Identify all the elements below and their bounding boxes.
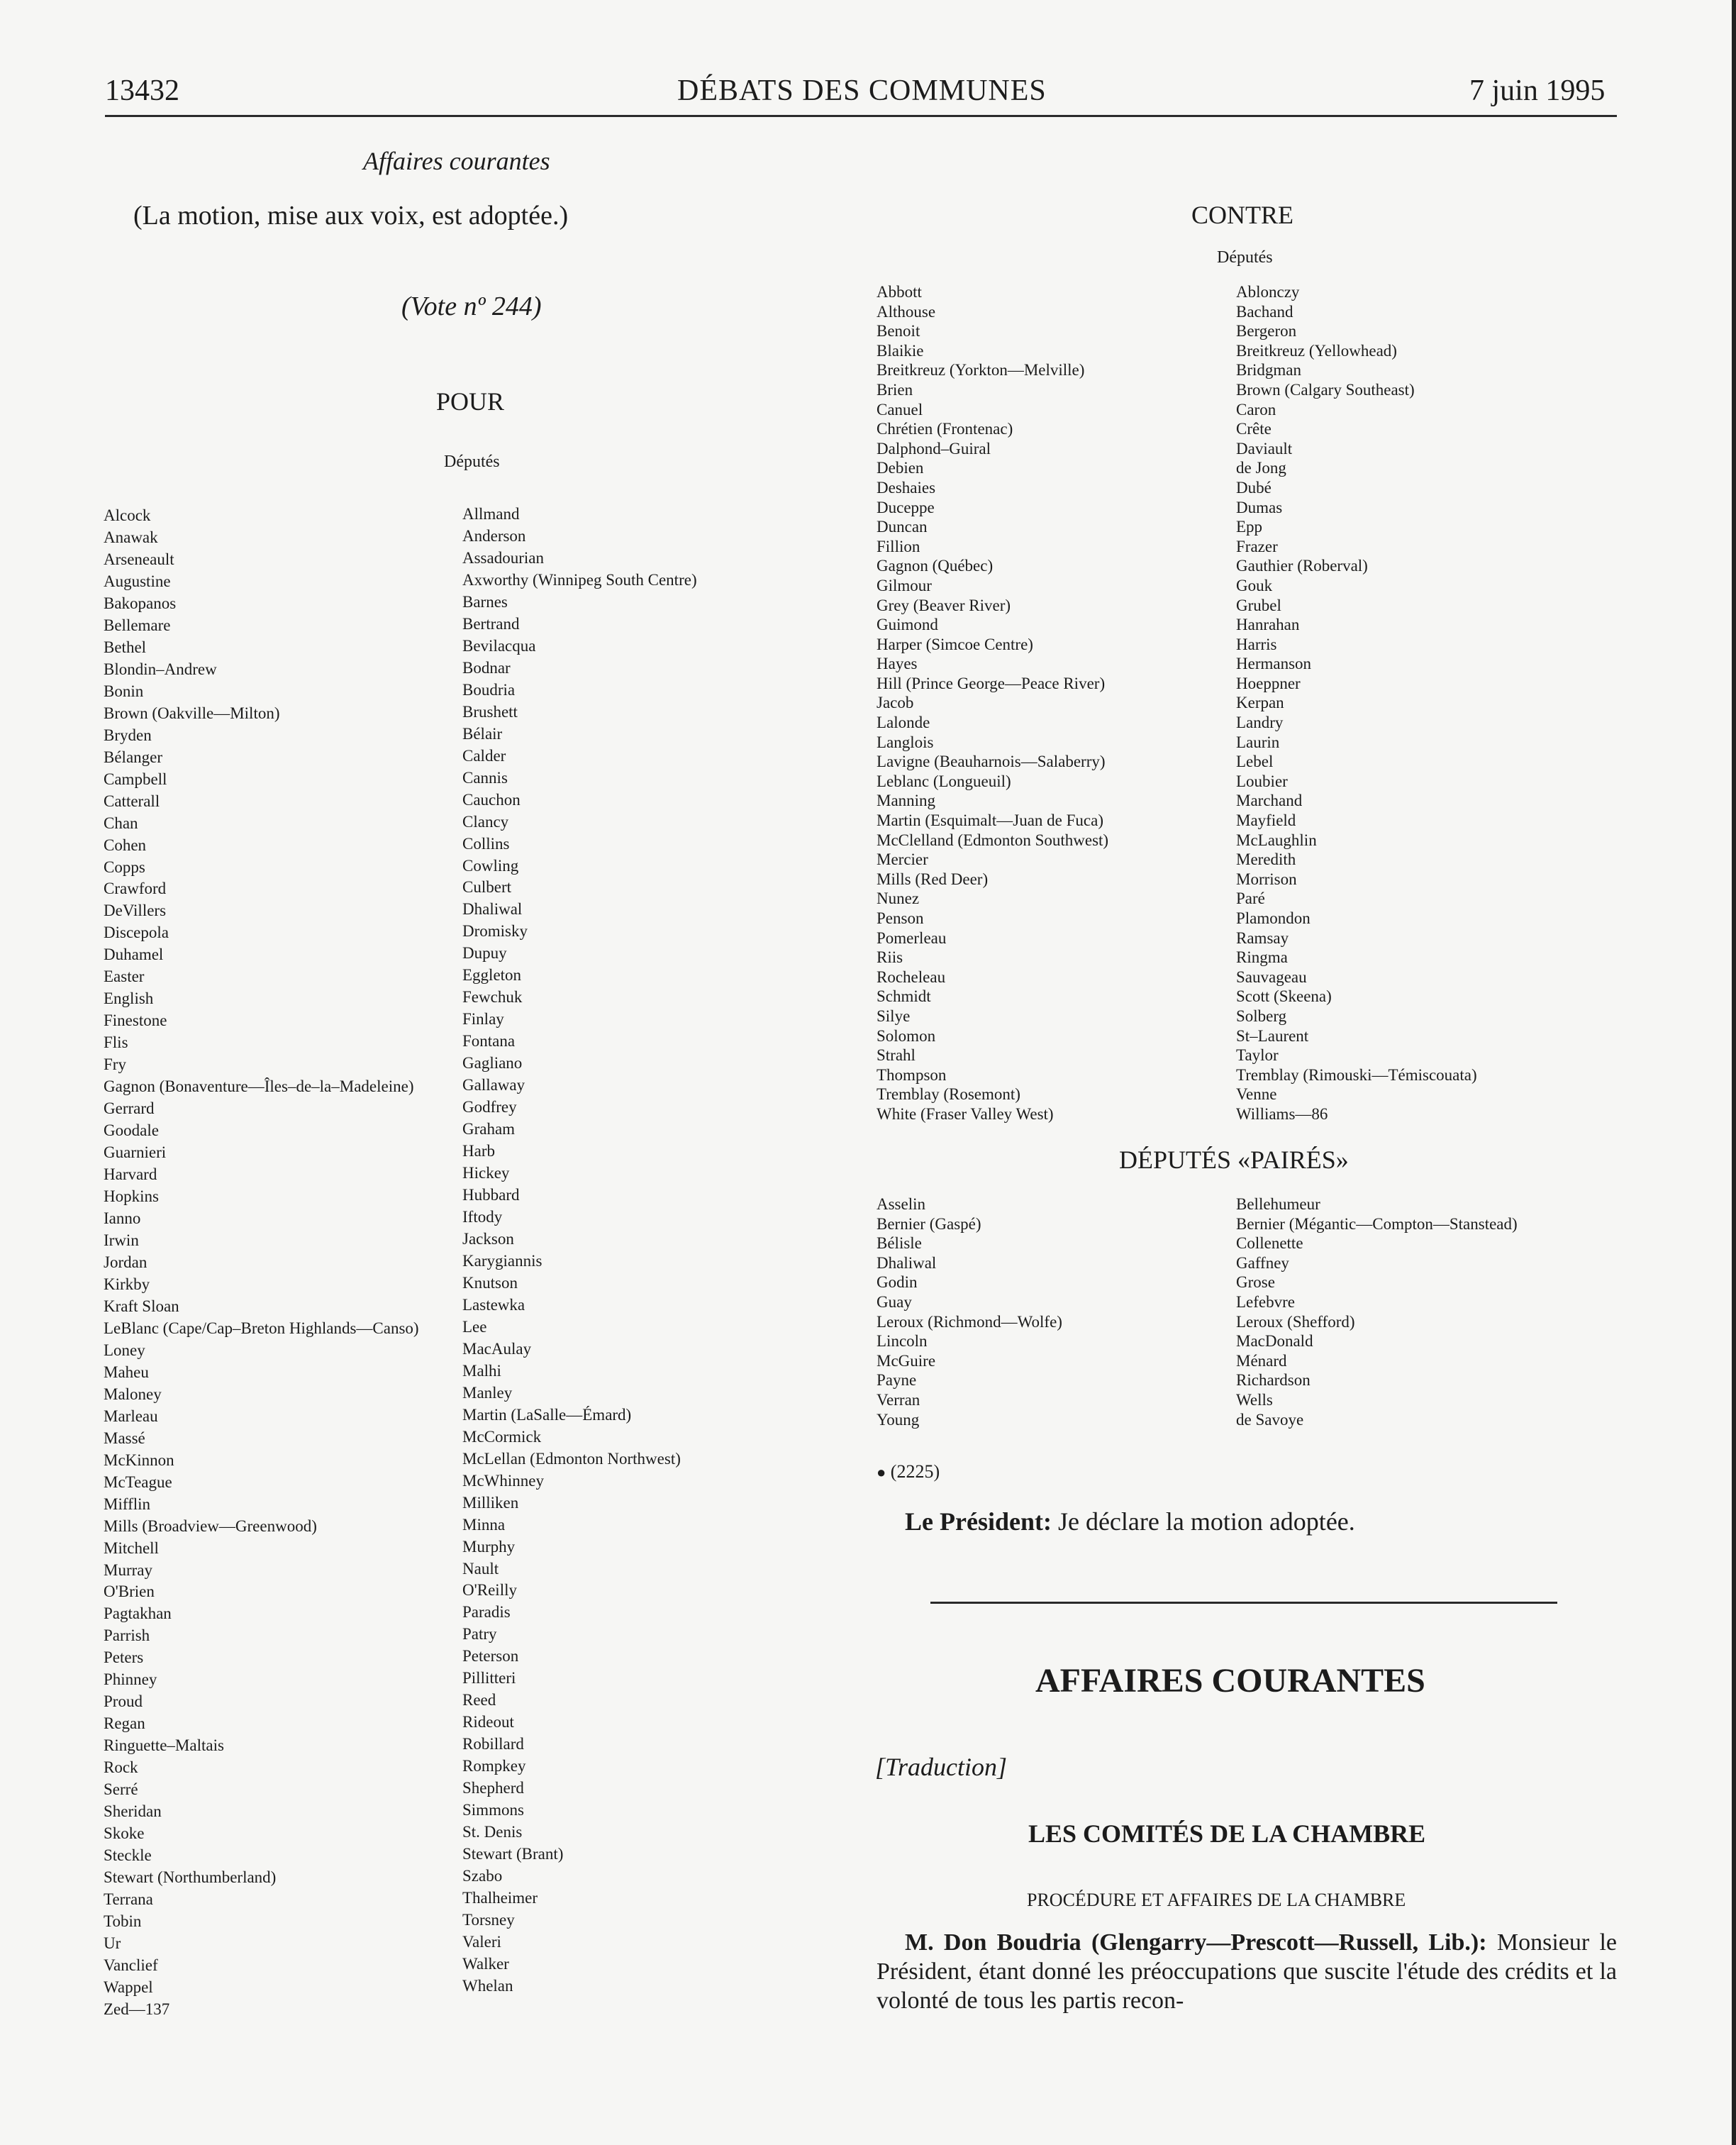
member-name: Lastewka: [462, 1295, 525, 1314]
page-number: 13432: [105, 74, 179, 107]
member-name: Hopkins: [104, 1187, 159, 1206]
comites-heading: LES COMITÉS DE LA CHAMBRE: [1028, 1819, 1426, 1848]
member-name: Bridgman: [1236, 361, 1301, 379]
member-name: Kerpan: [1236, 694, 1284, 712]
member-name: Crawford: [104, 880, 167, 898]
member-name: Clancy: [462, 812, 509, 831]
member-name: Parrish: [104, 1626, 150, 1645]
member-name: Fewchuk: [462, 988, 523, 1007]
member-name: Blaikie: [877, 341, 924, 360]
member-name: Brown (Oakville—Milton): [104, 704, 280, 722]
member-name: Abbott: [877, 283, 922, 301]
member-name: MacAulay: [462, 1339, 532, 1358]
member-name: Godin: [877, 1273, 918, 1292]
member-name: Grey (Beaver River): [877, 596, 1011, 614]
member-name: Leroux (Richmond—Wolfe): [877, 1312, 1062, 1331]
section-divider: [930, 1602, 1557, 1604]
member-name: McTeague: [104, 1473, 172, 1491]
member-name: Bernier (Gaspé): [877, 1214, 981, 1233]
member-name: Taylor: [1236, 1046, 1279, 1065]
pour-list-col2: [462, 504, 697, 1997]
member-name: Bergeron: [1236, 322, 1297, 340]
contre-list-col2: [1236, 282, 1477, 1124]
section-running-head: Affaires courantes: [363, 147, 550, 175]
member-name: White (Fraser Valley West): [877, 1104, 1054, 1123]
member-name: Penson: [877, 909, 924, 927]
member-name: Godfrey: [462, 1098, 517, 1116]
member-name: Robillard: [462, 1735, 524, 1753]
member-name: Finlay: [462, 1010, 504, 1029]
member-name: Marleau: [104, 1407, 158, 1425]
member-name: Paradis: [462, 1603, 511, 1622]
member-name: Catterall: [104, 792, 160, 810]
time-marker: [877, 1461, 940, 1482]
president-speaker: Le Président:: [905, 1507, 1052, 1536]
member-name: Discepola: [104, 924, 169, 942]
member-name: Irwin: [104, 1231, 139, 1249]
member-name: Cauchon: [462, 790, 521, 809]
member-name: Dubé: [1236, 478, 1272, 497]
member-name: Harper (Simcoe Centre): [877, 635, 1033, 653]
member-name: Laurin: [1236, 733, 1280, 751]
member-name: Blondin–Andrew: [104, 660, 217, 678]
member-name: Brown (Calgary Southeast): [1236, 380, 1415, 399]
member-name: Ringma: [1236, 948, 1288, 967]
member-name: Breitkreuz (Yellowhead): [1236, 341, 1397, 360]
speech-paragraph: [877, 1928, 1617, 2015]
member-name: Bonin: [104, 682, 144, 700]
member-name: Benoit: [877, 322, 920, 340]
member-name: Arseneault: [104, 550, 174, 568]
member-name: Langlois: [877, 733, 934, 751]
member-name: Alcock: [104, 506, 151, 524]
member-name: Hill (Prince George—Peace River): [877, 674, 1106, 692]
motion-result: (La motion, mise aux voix, est adoptée.): [133, 201, 569, 231]
member-name: Stewart (Brant): [462, 1845, 564, 1863]
member-name: Eggleton: [462, 966, 522, 985]
member-name: Fry: [104, 1055, 126, 1074]
member-name: Solberg: [1236, 1007, 1287, 1025]
member-name: Rocheleau: [877, 968, 946, 986]
member-name: Gagliano: [462, 1054, 523, 1072]
member-name: Leblanc (Longueuil): [877, 772, 1011, 790]
member-name: Cowling: [462, 856, 519, 875]
member-name: Hoeppner: [1236, 674, 1301, 692]
member-name: Peters: [104, 1648, 144, 1667]
member-name: Malhi: [462, 1361, 501, 1380]
member-name: McGuire: [877, 1351, 936, 1370]
member-name: Bellemare: [104, 616, 171, 634]
member-name: Reed: [462, 1691, 496, 1709]
member-name: Chan: [104, 814, 138, 832]
member-name: McLellan (Edmonton Northwest): [462, 1449, 681, 1468]
member-name: Barnes: [462, 592, 508, 611]
member-name: Williams—86: [1236, 1104, 1328, 1123]
procedure-subheading: PROCÉDURE ET AFFAIRES DE LA CHAMBRE: [1027, 1890, 1406, 1910]
member-name: Torsney: [462, 1911, 515, 1929]
member-name: Allmand: [462, 505, 520, 523]
contre-heading: CONTRE: [1191, 201, 1293, 229]
member-name: Brushett: [462, 702, 518, 721]
member-name: Kraft Sloan: [104, 1297, 179, 1315]
member-name: Chrétien (Frontenac): [877, 420, 1013, 438]
member-name: Valeri: [462, 1932, 501, 1951]
member-name: Murray: [104, 1561, 152, 1579]
member-name: Manning: [877, 792, 936, 810]
member-name: Pomerleau: [877, 929, 947, 947]
member-name: Gilmour: [877, 576, 932, 594]
traduction-marker: [Traduction]: [875, 1753, 1008, 1781]
member-name: Dhaliwal: [462, 900, 523, 919]
member-name: Bethel: [104, 638, 147, 656]
member-name: Wells: [1236, 1390, 1273, 1409]
member-name: Bélair: [462, 724, 503, 743]
member-name: Debien: [877, 459, 924, 477]
member-name: Harb: [462, 1142, 495, 1160]
member-name: Steckle: [104, 1846, 152, 1865]
member-name: Knutson: [462, 1273, 518, 1292]
member-name: Asselin: [877, 1195, 925, 1213]
member-name: Hickey: [462, 1164, 510, 1182]
member-name: Martin (LaSalle—Émard): [462, 1405, 632, 1424]
member-name: Dumas: [1236, 498, 1283, 516]
member-name: Brien: [877, 380, 913, 399]
member-name: Campbell: [104, 770, 167, 788]
member-name: Landry: [1236, 714, 1284, 732]
member-name: Anawak: [104, 528, 158, 546]
member-name: Bélanger: [104, 748, 163, 766]
member-name: Serré: [104, 1780, 138, 1799]
member-name: Karygiannis: [462, 1251, 542, 1270]
member-name: Guarnieri: [104, 1143, 167, 1162]
member-name: Gagnon (Québec): [877, 557, 994, 575]
member-name: Mercier: [877, 850, 928, 869]
member-name: Augustine: [104, 572, 171, 590]
member-name: Boudria: [462, 680, 516, 699]
member-name: Sauvageau: [1236, 968, 1307, 986]
member-name: Ramsay: [1236, 929, 1289, 947]
member-name: Cohen: [104, 836, 147, 854]
member-name: Hermanson: [1236, 655, 1312, 673]
page-date: 7 juin 1995: [1469, 74, 1606, 107]
paires-list-col1: [877, 1195, 1062, 1429]
member-name: Duceppe: [877, 498, 935, 516]
bullet-icon: ●: [877, 1463, 886, 1481]
member-name: Althouse: [877, 302, 936, 321]
member-name: Copps: [104, 858, 145, 876]
member-name: Fillion: [877, 537, 920, 555]
journal-title: DÉBATS DES COMMUNES: [677, 74, 1047, 107]
paires-heading: DÉPUTÉS «PAIRÉS»: [1119, 1146, 1349, 1174]
member-name: Vanclief: [104, 1956, 158, 1974]
member-name: Guimond: [877, 616, 938, 634]
member-name: Ringuette–Maltais: [104, 1736, 224, 1755]
member-name: Bernier (Mégantic—Compton—Stanstead): [1236, 1214, 1518, 1233]
member-name: Paré: [1236, 889, 1265, 908]
member-name: McWhinney: [462, 1471, 544, 1490]
member-name: Massé: [104, 1429, 145, 1447]
member-name: Manley: [462, 1383, 513, 1402]
member-name: Fontana: [462, 1032, 516, 1051]
member-name: Harris: [1236, 635, 1277, 653]
member-name: Szabo: [462, 1867, 503, 1885]
member-name: Gauthier (Roberval): [1236, 557, 1368, 575]
pour-heading: POUR: [436, 387, 505, 416]
member-name: Hayes: [877, 655, 918, 673]
member-name: Graham: [462, 1120, 516, 1138]
member-name: Dalphond–Guiral: [877, 439, 991, 458]
member-name: Cannis: [462, 768, 508, 787]
member-name: Gallaway: [462, 1076, 525, 1094]
member-name: Culbert: [462, 878, 511, 897]
member-name: Breitkreuz (Yorkton—Melville): [877, 361, 1085, 379]
member-name: Easter: [104, 968, 145, 986]
member-name: Strahl: [877, 1046, 916, 1065]
member-name: Mifflin: [104, 1495, 151, 1513]
member-name: Jacob: [877, 694, 914, 712]
member-name: Collenette: [1236, 1234, 1303, 1253]
member-name: Bakopanos: [104, 594, 177, 612]
member-name: Zed—137: [104, 2000, 170, 2018]
member-name: Bélisle: [877, 1234, 922, 1253]
member-name: Dupuy: [462, 944, 507, 963]
member-name: Minna: [462, 1515, 506, 1534]
contre-deputes-label: Députés: [1217, 248, 1273, 267]
member-name: Murphy: [462, 1537, 516, 1556]
member-name: Schmidt: [877, 987, 931, 1006]
member-name: Morrison: [1236, 870, 1297, 888]
member-name: Loney: [104, 1341, 145, 1359]
member-name: Bevilacqua: [462, 636, 536, 655]
member-name: Silye: [877, 1007, 911, 1025]
member-name: Gaffney: [1236, 1253, 1289, 1272]
paires-list-col2: [1236, 1195, 1518, 1429]
speech-text: Monsieur le Président, étant donné les préoccupations que suscite l'étude des crédits et la volonté de tous les partis recon-: [877, 1929, 1618, 2014]
member-name: Thompson: [877, 1065, 947, 1084]
member-name: Deshaies: [877, 478, 936, 497]
member-name: Lebel: [1236, 753, 1274, 771]
member-name: Loubier: [1236, 772, 1288, 790]
member-name: Ablonczy: [1236, 283, 1300, 301]
member-name: Venne: [1236, 1085, 1277, 1104]
member-name: Crête: [1236, 420, 1272, 438]
member-name: Frazer: [1236, 537, 1278, 555]
member-name: Ménard: [1236, 1351, 1287, 1370]
member-name: Gouk: [1236, 576, 1273, 594]
member-name: Grubel: [1236, 596, 1281, 614]
member-name: Terrana: [104, 1890, 153, 1909]
member-name: Finestone: [104, 1011, 167, 1030]
member-name: Pagtakhan: [104, 1604, 172, 1623]
member-name: O'Brien: [104, 1583, 155, 1601]
member-name: Calder: [462, 746, 506, 765]
member-name: Dromisky: [462, 922, 528, 941]
member-name: Harvard: [104, 1165, 157, 1184]
member-name: Nault: [462, 1559, 499, 1578]
time-marker-text: (2225): [890, 1461, 940, 1482]
member-name: Anderson: [462, 526, 526, 545]
member-name: Iftody: [462, 1208, 503, 1226]
member-name: Epp: [1236, 518, 1263, 536]
member-name: Tremblay (Rosemont): [877, 1085, 1020, 1104]
member-name: Mayfield: [1236, 811, 1296, 830]
member-name: Hanrahan: [1236, 616, 1300, 634]
member-name: Kirkby: [104, 1275, 150, 1293]
member-name: Regan: [104, 1714, 145, 1733]
president-statement: [905, 1507, 1355, 1536]
member-name: St–Laurent: [1236, 1026, 1309, 1045]
member-name: Sheridan: [104, 1802, 162, 1821]
member-name: Bryden: [104, 726, 152, 744]
member-name: Rock: [104, 1758, 138, 1777]
member-name: Guay: [877, 1292, 912, 1311]
pour-deputes-label: Députés: [444, 453, 500, 471]
member-name: Tobin: [104, 1912, 142, 1930]
member-name: LeBlanc (Cape/Cap–Breton Highlands—Canso): [104, 1319, 419, 1337]
member-name: Goodale: [104, 1121, 159, 1140]
member-name: Phinney: [104, 1670, 157, 1689]
member-name: Jackson: [462, 1229, 514, 1248]
header-rule: [105, 115, 1617, 117]
member-name: Jordan: [104, 1253, 148, 1271]
member-name: Pillitteri: [462, 1669, 516, 1687]
member-name: Milliken: [462, 1493, 519, 1512]
member-name: Lincoln: [877, 1332, 928, 1351]
member-name: Axworthy (Winnipeg South Centre): [462, 570, 697, 589]
member-name: Tremblay (Rimouski—Témiscouata): [1236, 1065, 1477, 1084]
member-name: Duncan: [877, 518, 928, 536]
member-name: Solomon: [877, 1026, 936, 1045]
member-name: Patry: [462, 1625, 497, 1644]
member-name: Riis: [877, 948, 903, 967]
member-name: Gerrard: [104, 1099, 155, 1118]
member-name: Assadourian: [462, 548, 544, 567]
member-name: McKinnon: [104, 1451, 174, 1469]
member-name: Bertrand: [462, 614, 520, 633]
member-name: Bodnar: [462, 658, 511, 677]
member-name: McCormick: [462, 1427, 542, 1446]
member-name: Skoke: [104, 1824, 145, 1843]
member-name: Scott (Skeena): [1236, 987, 1332, 1006]
member-name: Maloney: [104, 1385, 162, 1403]
member-name: de Jong: [1236, 459, 1286, 477]
member-name: Martin (Esquimalt—Juan de Fuca): [877, 811, 1104, 830]
member-name: McClelland (Edmonton Southwest): [877, 831, 1109, 849]
member-name: Verran: [877, 1390, 920, 1409]
member-name: Dhaliwal: [877, 1253, 937, 1272]
member-name: Mills (Broadview—Greenwood): [104, 1517, 317, 1535]
pour-list-col1: [104, 505, 419, 2021]
member-name: Bellehumeur: [1236, 1195, 1320, 1213]
member-name: Lee: [462, 1317, 487, 1336]
member-name: Meredith: [1236, 850, 1296, 869]
member-name: St. Denis: [462, 1823, 523, 1841]
member-name: de Savoye: [1236, 1410, 1304, 1429]
member-name: Hubbard: [462, 1186, 520, 1204]
president-text: Je déclare la motion adoptée.: [1057, 1507, 1355, 1536]
member-name: Marchand: [1236, 792, 1303, 810]
member-name: Flis: [104, 1033, 128, 1052]
member-name: Bachand: [1236, 302, 1293, 321]
member-name: Plamondon: [1236, 909, 1311, 927]
member-name: Leroux (Shefford): [1236, 1312, 1355, 1331]
member-name: Richardson: [1236, 1371, 1311, 1390]
member-name: Lalonde: [877, 714, 930, 732]
member-name: Canuel: [877, 400, 923, 419]
vote-number: (Vote nº 244): [401, 292, 542, 321]
member-name: Collins: [462, 834, 510, 853]
member-name: Daviault: [1236, 439, 1293, 458]
member-name: Nunez: [877, 889, 920, 908]
member-name: Whelan: [462, 1976, 513, 1995]
member-name: Stewart (Northumberland): [104, 1868, 277, 1887]
member-name: Shepherd: [462, 1779, 524, 1797]
member-name: Proud: [104, 1692, 143, 1711]
member-name: Rompkey: [462, 1757, 526, 1775]
member-name: Lefebvre: [1236, 1292, 1295, 1311]
member-name: Caron: [1236, 400, 1276, 419]
member-name: Wappel: [104, 1978, 153, 1996]
member-name: Payne: [877, 1371, 917, 1390]
member-name: Thalheimer: [462, 1889, 538, 1907]
member-name: Ur: [104, 1934, 121, 1952]
member-name: Rideout: [462, 1713, 514, 1731]
member-name: Mitchell: [104, 1539, 159, 1557]
member-name: O'Reilly: [462, 1581, 517, 1600]
affaires-courantes-heading: AFFAIRES COURANTES: [1035, 1662, 1425, 1700]
contre-list-col1: [877, 282, 1108, 1124]
member-name: Mills (Red Deer): [877, 870, 989, 888]
speaker-name: M. Don Boudria (Glengarry—Prescott—Russell, Lib.):: [905, 1929, 1487, 1956]
member-name: Gagnon (Bonaventure—Îles–de–la–Madeleine): [104, 1077, 414, 1096]
member-name: English: [104, 990, 154, 1008]
member-name: Ianno: [104, 1209, 141, 1227]
member-name: Duhamel: [104, 946, 164, 964]
member-name: Maheu: [104, 1363, 149, 1381]
member-name: Lavigne (Beauharnois—Salaberry): [877, 753, 1106, 771]
member-name: Walker: [462, 1954, 509, 1973]
member-name: Peterson: [462, 1647, 519, 1665]
member-name: Young: [877, 1410, 920, 1429]
member-name: McLaughlin: [1236, 831, 1317, 849]
member-name: MacDonald: [1236, 1332, 1313, 1351]
member-name: Simmons: [462, 1801, 524, 1819]
member-name: Grose: [1236, 1273, 1275, 1292]
member-name: DeVillers: [104, 902, 167, 920]
